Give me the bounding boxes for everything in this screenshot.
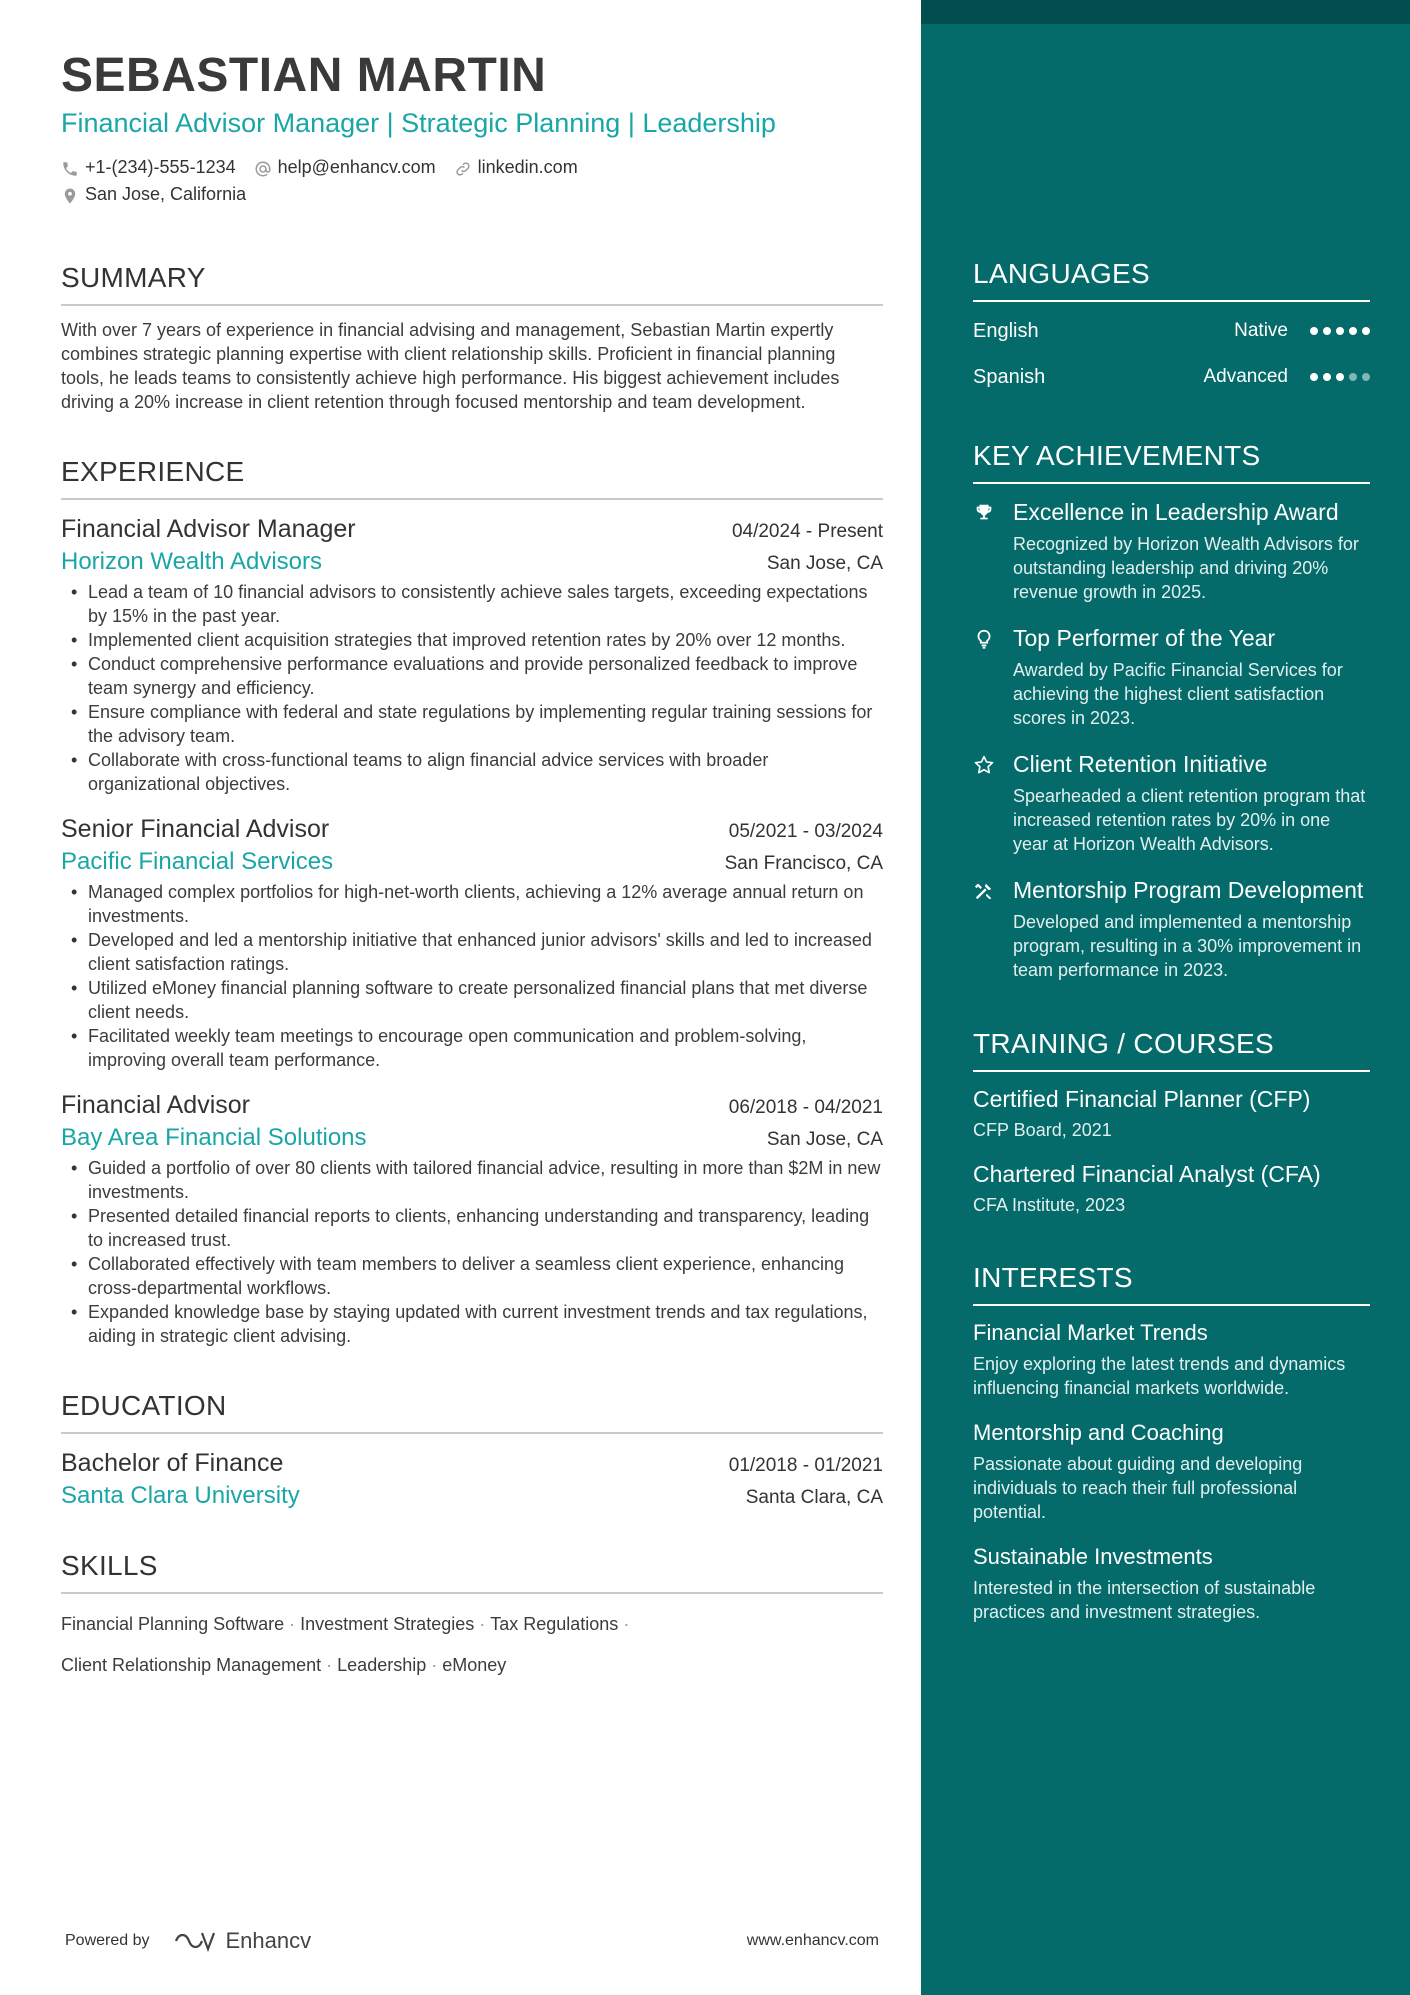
interests-heading: INTERESTS [973, 1260, 1370, 1306]
summary-section [61, 260, 883, 414]
training-section [973, 1026, 1370, 1216]
school-location: Santa Clara, CA [745, 1487, 883, 1508]
languages-section [973, 256, 1370, 394]
enhancv-logo-icon [172, 1929, 218, 1953]
achievements-section [973, 438, 1370, 982]
phone-text: +1-(234)-555-1234 [85, 157, 236, 177]
skills-heading: SKILLS [61, 1548, 883, 1594]
bullet-item: • Expanded knowledge base by staying updated with current investment trends and tax regulations, aiding in strategic client advising. [61, 1300, 883, 1348]
rating-dot-empty [1349, 373, 1357, 381]
linkedin-contact[interactable] [454, 154, 578, 181]
rating-dot-filled [1336, 373, 1344, 381]
course-item [973, 1084, 1370, 1141]
powered-by-label: Powered by [65, 1932, 150, 1949]
language-name: Spanish [973, 365, 1046, 388]
email-text: help@enhancv.com [277, 157, 436, 177]
achievements-heading: KEY ACHIEVEMENTS [973, 438, 1370, 484]
education-section [61, 1388, 883, 1512]
experience-heading: EXPERIENCE [61, 454, 883, 500]
job-entry [61, 512, 883, 796]
email-contact[interactable] [254, 154, 436, 181]
course-title: Chartered Financial Analyst (CFA) [973, 1161, 1321, 1187]
sidebar-top-bar [921, 0, 1410, 24]
rating-dot-filled [1336, 327, 1344, 335]
summary-heading: SUMMARY [61, 260, 883, 306]
skill-item: Client Relationship Management [61, 1655, 322, 1675]
skill-item: Financial Planning Software [61, 1614, 285, 1634]
phone-contact[interactable] [61, 154, 236, 181]
interest-title: Financial Market Trends [973, 1320, 1208, 1345]
course-item [973, 1159, 1370, 1216]
job-bullets [61, 1156, 883, 1348]
bullet-item: • Lead a team of 10 financial advisors to consistently achieve sales targets, exceeding expectations by 15% in the past year. [61, 580, 883, 628]
at-icon [254, 159, 272, 177]
job-company: Bay Area Financial Solutions [61, 1124, 367, 1151]
experience-section [61, 454, 883, 1348]
achievement-title: Excellence in Leadership Award [1013, 499, 1339, 525]
star-icon [973, 750, 1013, 856]
interest-item [973, 1542, 1370, 1624]
interest-item [973, 1318, 1370, 1400]
achievement-item [973, 498, 1370, 604]
bullet-item: • Collaborated effectively with team members to deliver a seamless client experience, enhancing cross-departmental workflows. [61, 1252, 883, 1300]
bullet-item: • Guided a portfolio of over 80 clients with tailored financial advice, resulting in more than $2M in new investments. [61, 1156, 883, 1204]
course-provider: CFP Board, 2021 [973, 1120, 1112, 1140]
achievement-desc: Spearheaded a client retention program that increased retention rates by 20% in one year at Horizon Wealth Advisors. [1013, 786, 1366, 854]
job-location: San Jose, CA [766, 553, 883, 574]
achievement-item [973, 750, 1370, 856]
language-rating [1310, 373, 1370, 381]
bullet-item: • Ensure compliance with federal and state regulations by implementing regular training sessions for the advisory team. [61, 700, 883, 748]
contact-info [61, 154, 883, 208]
bullet-item: • Implemented client acquisition strategies that improved retention rates by 20% over 12 months. [61, 628, 883, 652]
skill-item: Leadership [337, 1655, 427, 1675]
interest-desc: Enjoy exploring the latest trends and dynamics influencing financial markets worldwide. [973, 1354, 1346, 1398]
linkedin-text: linkedin.com [477, 157, 578, 177]
achievement-item [973, 624, 1370, 730]
job-bullets [61, 580, 883, 796]
job-dates: 05/2021 - 03/2024 [728, 821, 883, 842]
bullet-item: • Presented detailed financial reports to clients, enhancing understanding and transparency, leading to increased trust. [61, 1204, 883, 1252]
sidebar [921, 0, 1410, 1995]
course-title: Certified Financial Planner (CFP) [973, 1086, 1311, 1112]
rating-dot-filled [1323, 327, 1331, 335]
bullet-item: • Collaborate with cross-functional teams to align financial advice services with broader organizational objectives. [61, 748, 883, 796]
achievement-desc: Developed and implemented a mentorship program, resulting in a 30% improvement in team performance in 2023. [1013, 912, 1362, 980]
job-company: Horizon Wealth Advisors [61, 548, 322, 575]
job-location: San Jose, CA [766, 1129, 883, 1150]
language-rating [1310, 327, 1370, 335]
languages-heading: LANGUAGES [973, 256, 1370, 302]
website-link[interactable]: www.enhancv.com [746, 1932, 879, 1949]
bullet-item: • Developed and led a mentorship initiative that enhanced junior advisors' skills and led to increased client satisfaction ratings. [61, 928, 883, 976]
bullet-item: • Conduct comprehensive performance evaluations and provide personalized feedback to improve team synergy and efficiency. [61, 652, 883, 700]
rating-dot-filled [1362, 327, 1370, 335]
trophy-icon [973, 498, 1013, 604]
phone-icon [61, 159, 79, 177]
interest-item [973, 1418, 1370, 1524]
job-dates: 06/2018 - 04/2021 [728, 1097, 883, 1118]
interest-desc: Passionate about guiding and developing individuals to reach their full professional potential. [973, 1454, 1303, 1522]
degree: Bachelor of Finance [61, 1449, 284, 1477]
education-dates: 01/2018 - 01/2021 [728, 1455, 883, 1476]
language-level: Native [1234, 320, 1288, 341]
skill-item: Investment Strategies [300, 1614, 475, 1634]
bullet-item: • Utilized eMoney financial planning software to create personalized financial plans that met diverse client needs. [61, 976, 883, 1024]
job-role: Senior Financial Advisor [61, 815, 330, 843]
enhancv-logo[interactable] [172, 1928, 312, 1954]
bullet-item: • Managed complex portfolios for high-net-worth clients, achieving a 12% average annual return on investments. [61, 880, 883, 928]
job-location: San Francisco, CA [724, 853, 883, 874]
location-pin-icon [61, 186, 79, 204]
language-row [973, 314, 1370, 348]
language-level: Advanced [1203, 366, 1288, 387]
education-entry [61, 1446, 883, 1512]
rating-dot-filled [1310, 327, 1318, 335]
language-name: English [973, 319, 1039, 342]
achievement-desc: Awarded by Pacific Financial Services for achieving the highest client satisfaction scores in 2023. [1013, 660, 1343, 728]
job-bullets [61, 880, 883, 1072]
bullet-item: • Facilitated weekly team meetings to encourage open communication and problem-solving, improving overall team performance. [61, 1024, 883, 1072]
job-role: Financial Advisor Manager [61, 515, 356, 543]
job-entry [61, 1088, 883, 1348]
location-text: San Jose, California [85, 184, 247, 204]
skill-item: eMoney [442, 1655, 507, 1675]
achievement-item [973, 876, 1370, 982]
interest-title: Mentorship and Coaching [973, 1420, 1224, 1445]
language-row [973, 360, 1370, 394]
achievement-desc: Recognized by Horizon Wealth Advisors for outstanding leadership and driving 20% revenue growth in 2025. [1013, 534, 1359, 602]
job-entry [61, 812, 883, 1072]
course-provider: CFA Institute, 2023 [973, 1195, 1126, 1215]
skills-section [61, 1548, 883, 1686]
achievement-title: Top Performer of the Year [1013, 625, 1276, 651]
rating-dot-filled [1310, 373, 1318, 381]
job-role: Financial Advisor [61, 1091, 250, 1119]
skill-item: Tax Regulations [490, 1614, 619, 1634]
candidate-title: Financial Advisor Manager | Strategic Planning | Leadership [61, 108, 776, 138]
footer [65, 1928, 879, 1954]
location-contact [61, 181, 246, 208]
rating-dot-filled [1323, 373, 1331, 381]
job-dates: 04/2024 - Present [731, 521, 883, 542]
summary-text: With over 7 years of experience in financial advising and management, Sebastian Martin expertly combines strategic planning expertise with client relationship skills. Proficient in financial planning tools, he leads teams to consistently achieve high performance. His biggest achievement includes driving a 20% increase in client retention through focused mentorship and team development. [61, 320, 840, 412]
achievement-title: Mentorship Program Development [1013, 877, 1364, 903]
job-company: Pacific Financial Services [61, 848, 334, 875]
candidate-name: SEBASTIAN MARTIN [61, 49, 547, 102]
education-heading: EDUCATION [61, 1388, 883, 1434]
brand-name: Enhancv [225, 1928, 312, 1953]
interest-title: Sustainable Investments [973, 1544, 1213, 1569]
link-icon [454, 159, 472, 177]
training-heading: TRAINING / COURSES [973, 1026, 1370, 1072]
achievement-title: Client Retention Initiative [1013, 751, 1268, 777]
interests-section [973, 1260, 1370, 1624]
interest-desc: Interested in the intersection of sustainable practices and investment strategies. [973, 1578, 1316, 1622]
rating-dot-empty [1362, 373, 1370, 381]
tools-icon [973, 876, 1013, 982]
skills-list: Financial Planning Software · Investment Strategies · Tax Regulations · Client Relationship Management · Leadership · eMoney [61, 1614, 630, 1675]
lightbulb-icon [973, 624, 1013, 730]
rating-dot-filled [1349, 327, 1357, 335]
school: Santa Clara University [61, 1482, 300, 1509]
